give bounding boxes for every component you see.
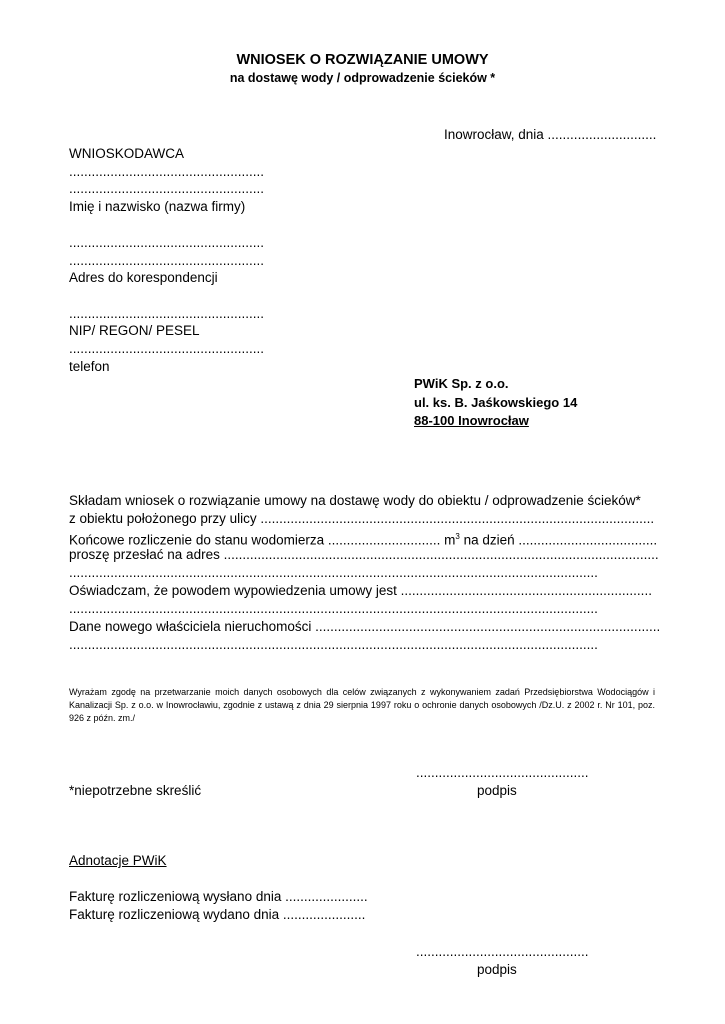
body-line-reason-cont: .............................................................................................................................................: [69, 601, 598, 616]
applicant-heading: WNIOSKODAWCA: [69, 146, 185, 161]
body-line-request: Składam wniosek o rozwiązanie umowy na dostawę wody do obiektu / odprowadzenie ścieków*: [69, 493, 641, 508]
body-line-address-cont: .............................................................................................................................................: [69, 565, 598, 580]
applicant-phone-label: telefon: [69, 359, 110, 374]
applicant-address-line-1: ....................................................: [69, 235, 265, 250]
cubic-superscript: 3: [455, 532, 460, 541]
page-title: WNIOSEK O ROZWIĄZANIE UMOWY: [236, 52, 489, 68]
body-line-new-owner-cont: .............................................................................................................................................: [69, 637, 598, 652]
signature-label-2: podpis: [477, 962, 517, 977]
footnote: *niepotrzebne skreślić: [69, 783, 202, 798]
applicant-ids-label: NIP/ REGON/ PESEL: [69, 323, 200, 338]
meter-text: Końcowe rozliczenie do stanu wodomierza .............................. m: [69, 532, 456, 548]
recipient-city: 88-100 Inowrocław: [414, 413, 529, 428]
applicant-ids-line: ....................................................: [69, 306, 265, 321]
signature-label-1: podpis: [477, 783, 517, 798]
recipient-street: ul. ks. B. Jaśkowskiego 14: [414, 395, 578, 410]
applicant-address-line-2: ....................................................: [69, 253, 265, 268]
applicant-name-line-2: ....................................................: [69, 181, 265, 196]
body-line-new-owner: Dane nowego właściciela nieruchomości ............................................................................................: [69, 619, 661, 634]
body-line-send-address: proszę przesłać na adres ....................................................................................................................: [69, 547, 659, 562]
applicant-address-label: Adres do korespondencji: [69, 270, 218, 285]
place-date: Inowrocław, dnia .............................: [444, 127, 657, 142]
body-line-street: z obiektu położonego przy ulicy .........................................................................................................: [69, 511, 655, 526]
page-subtitle: na dostawę wody / odprowadzenie ścieków *: [229, 71, 496, 85]
invoice-sent-line: Fakturę rozliczeniową wysłano dnia ......................: [69, 889, 368, 904]
applicant-phone-line: ....................................................: [69, 341, 265, 356]
body-line-reason: Oświadczam, że powodem wypowiedzenia umowy jest ...................................................................: [69, 583, 652, 598]
invoice-issued-line: Fakturę rozliczeniową wydano dnia ......................: [69, 907, 366, 922]
signature-line-2: ..............................................: [416, 944, 589, 959]
annotations-heading: Adnotacje PWiK: [69, 853, 167, 868]
recipient-company: PWiK Sp. z o.o.: [414, 376, 509, 391]
applicant-name-label: Imię i nazwisko (nazwa firmy): [69, 199, 246, 214]
meter-date-text: na dzień .....................................: [459, 532, 658, 548]
signature-line-1: ..............................................: [416, 765, 589, 780]
consent-clause: Wyrażam zgodę na przetwarzanie moich danych osobowych dla celów związanych z wykonywaniem zadań Przedsiębiorstwa Wodociągów i Kanalizacji Sp. z o.o. w Inowrocławiu, zgodnie z ustawą z dnia 29 sierpnia 1997 roku o ochronie danych osobowych /Dz.U. z 2002 r. Nr 101, poz. 926 z późn. zm./: [69, 687, 655, 723]
applicant-name-line-1: ....................................................: [69, 164, 265, 179]
